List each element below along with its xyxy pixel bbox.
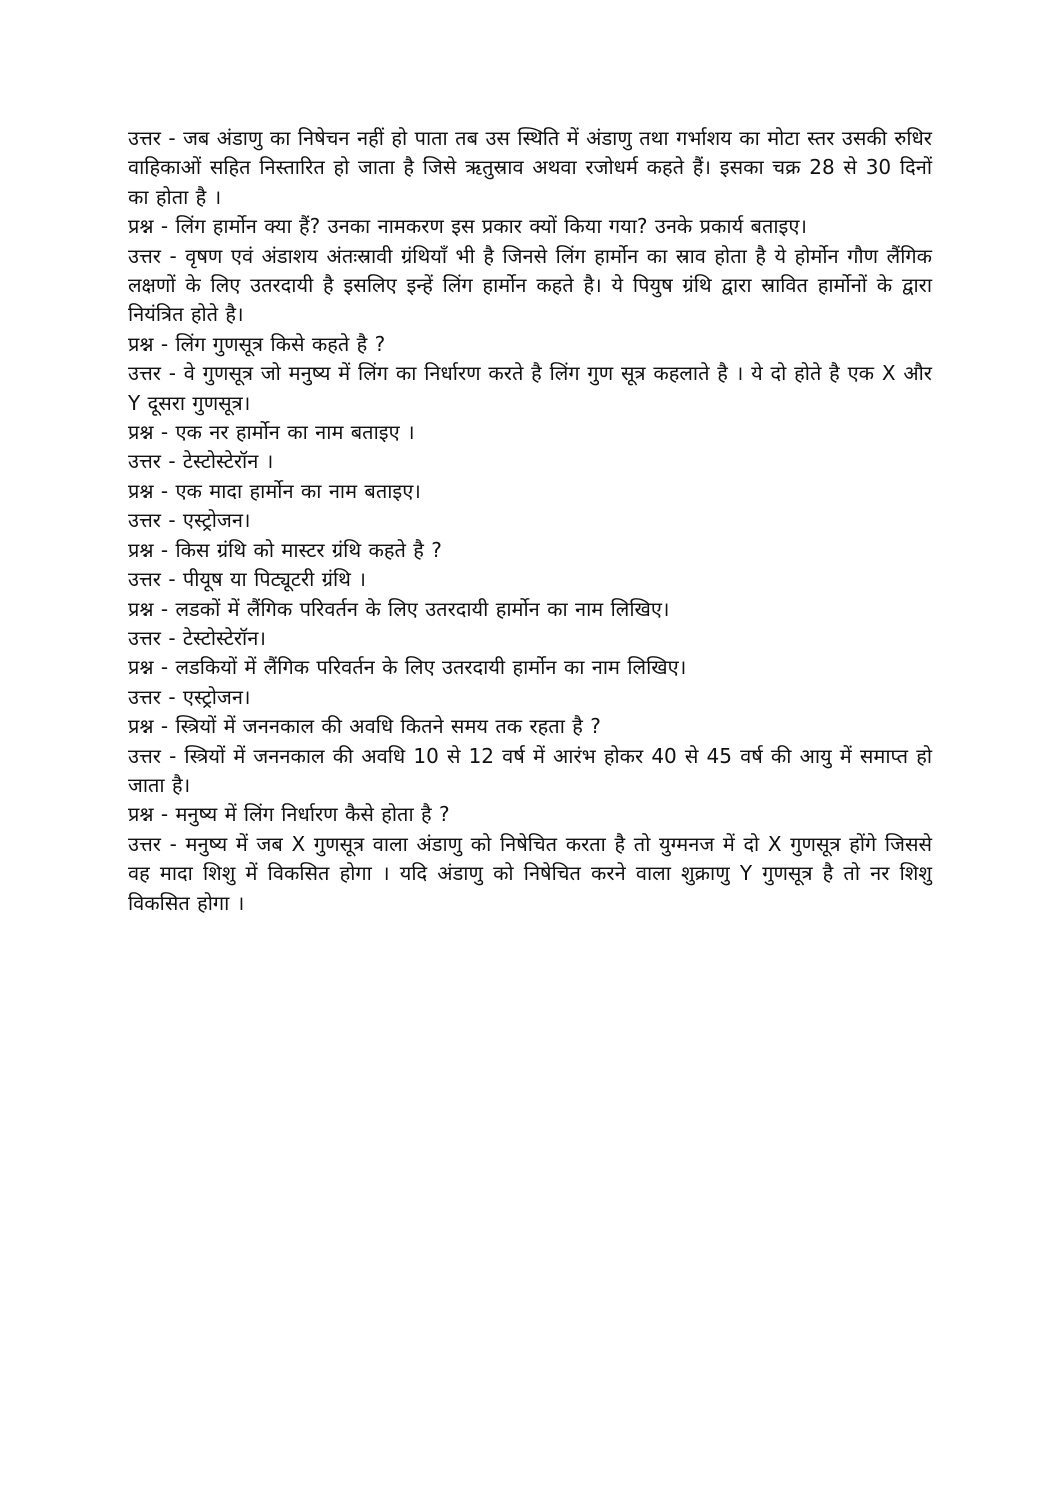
answer-paragraph: उत्तर - एस्ट्रोजन। bbox=[128, 508, 251, 533]
question-paragraph: प्रश्न - एक नर हार्मोन का नाम बताइए । bbox=[128, 420, 415, 445]
answer-paragraph: उत्तर - मनुष्य में जब X गुणसूत्र वाला अंडाणु को निषेचित करता है तो युग्मनज में दो X गुणसूत्र होंगे जिससे वह मादा शिशु में विकसित होगा । यदि अंडाणु को निषेचित करने वाला शुक्राणु Y गुणसूत्र है तो नर शिशु विकसित होगा । bbox=[128, 831, 932, 915]
question-paragraph: प्रश्न - लडकों में लैंगिक परिवर्तन के लिए उतरदायी हार्मोन का नाम लिखिए। bbox=[128, 596, 670, 621]
answer-paragraph: उत्तर - टेस्टोस्टेरॉन । bbox=[128, 449, 274, 474]
question-paragraph: प्रश्न - लिंग गुणसूत्र किसे कहते है ? bbox=[128, 331, 386, 356]
question-paragraph: प्रश्न - किस ग्रंथि को मास्टर ग्रंथि कहते है ? bbox=[128, 537, 442, 562]
answer-paragraph: उत्तर - जब अंडाणु का निषेचन नहीं हो पाता तब उस स्थिति में अंडाणु तथा गर्भाशय का मोटा स्तर उसकी रुधिर वाहिकाओं सहित निस्तारित हो जाता है जिसे ऋतुस्राव अथवा रजोधर्म कहते हैं। इसका चक्र 28 से 30 दिनों का होता है । bbox=[128, 126, 932, 209]
question-paragraph: प्रश्न - लिंग हार्मोन क्या हैं? उनका नामकरण इस प्रकार क्यों किया गया? उनके प्रकार्य बताइए। bbox=[128, 214, 807, 239]
question-paragraph: प्रश्न - एक मादा हार्मोन का नाम बताइए। bbox=[128, 478, 421, 503]
answer-paragraph: उत्तर - पीयूष या पिट्यूटरी ग्रंथि । bbox=[128, 567, 366, 592]
document-page bbox=[128, 124, 932, 918]
question-paragraph: प्रश्न - लडकियों में लैंगिक परिवर्तन के लिए उतरदायी हार्मोन का नाम लिखिए। bbox=[128, 655, 687, 680]
question-paragraph: प्रश्न - मनुष्य में लिंग निर्धारण कैसे होता है ? bbox=[128, 802, 450, 827]
answer-paragraph: उत्तर - टेस्टोस्टेरॉन। bbox=[128, 625, 266, 650]
answer-paragraph: उत्तर - वृषण एवं अंडाशय अंतःस्रावी ग्रंथियाँ भी है जिनसे लिंग हार्मोन का स्राव होता है ये होर्मोन गौण लैंगिक लक्षणों के लिए उतरदायी है इसलिए इन्हें लिंग हार्मोन कहते है। ये पियुष ग्रंथि द्वारा स्रावित हार्मोनों के द्वारा नियंत्रित होते है। bbox=[128, 243, 932, 327]
question-paragraph: प्रश्न - स्त्रियों में जननकाल की अवधि कितने समय तक रहता है ? bbox=[128, 714, 601, 739]
answer-paragraph: उत्तर - एस्ट्रोजन। bbox=[128, 684, 251, 709]
answer-paragraph: उत्तर - वे गुणसूत्र जो मनुष्य में लिंग का निर्धारण करते है लिंग गुण सूत्र कहलाते है । ये दो होते है एक X और Y दूसरा गुणसूत्र। bbox=[128, 361, 932, 415]
answer-paragraph: उत्तर - स्त्रियों में जननकाल की अवधि 10 से 12 वर्ष में आरंभ होकर 40 से 45 वर्ष की आयु में समाप्त हो जाता है। bbox=[128, 743, 932, 797]
